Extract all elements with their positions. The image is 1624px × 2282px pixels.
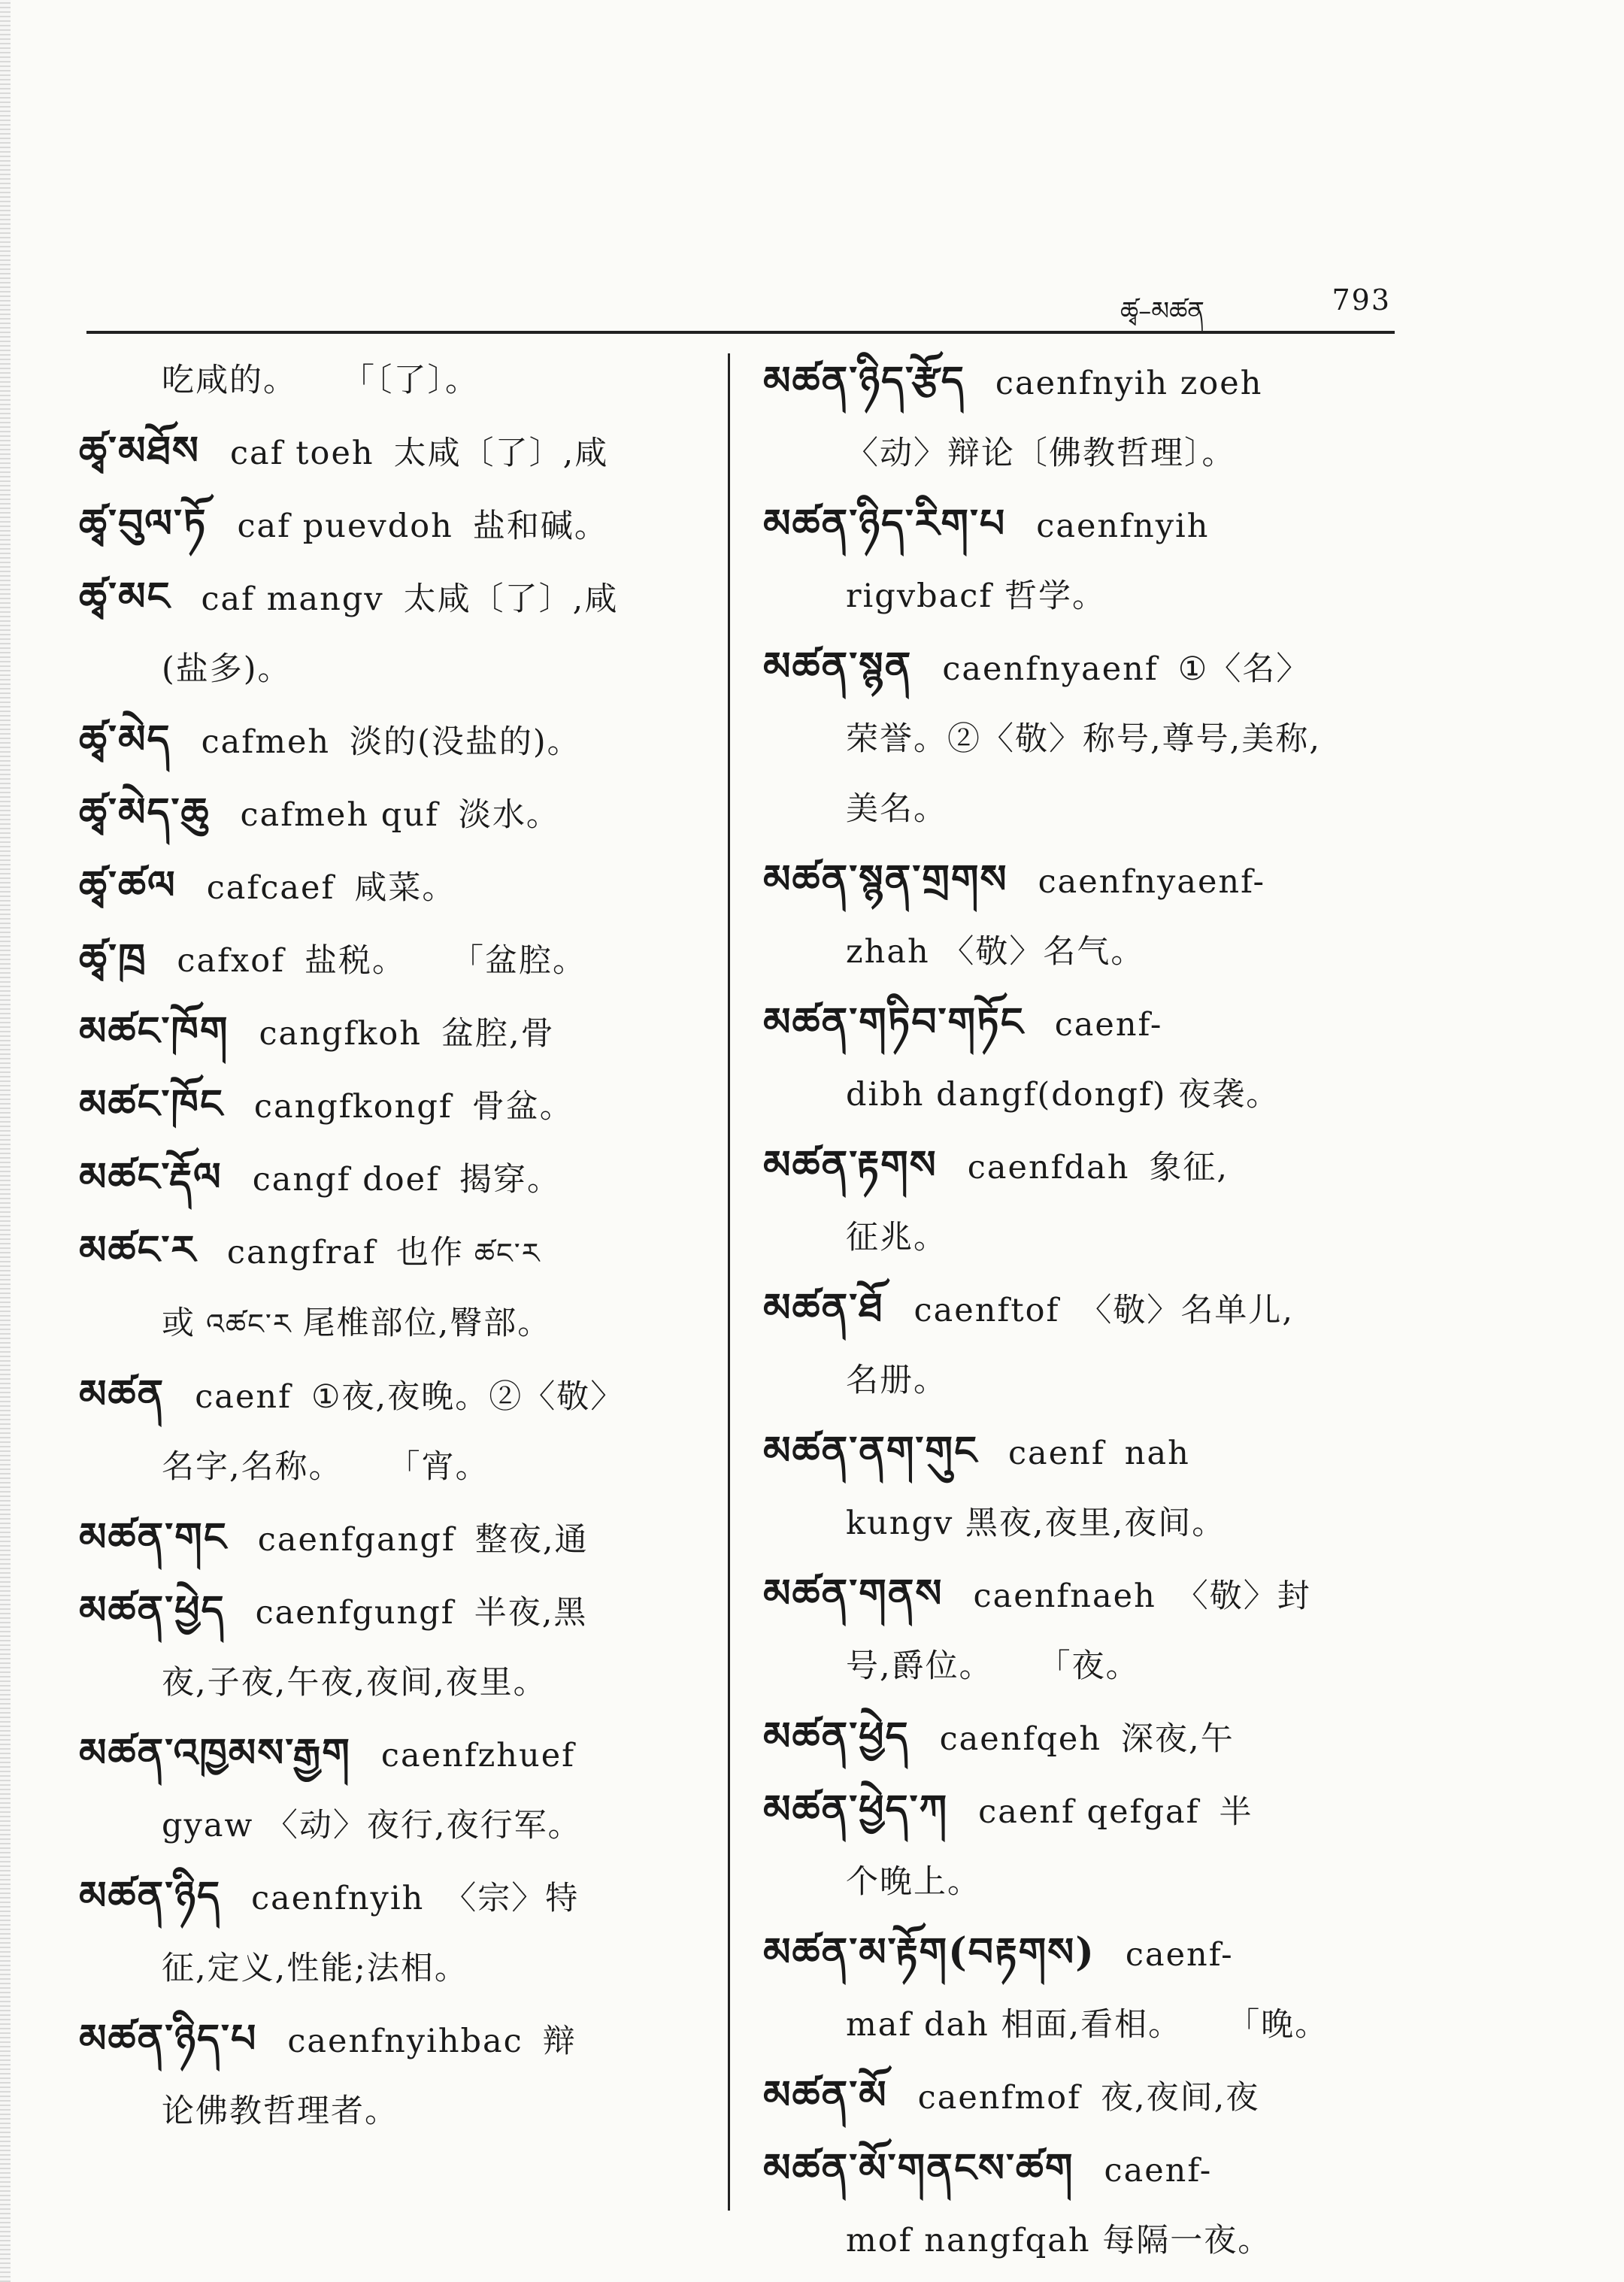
tibetan-headword: ཚྭ་མང: [79, 574, 171, 620]
dictionary-entry: [79, 1069, 710, 1142]
chinese-definition: 淡水。: [458, 796, 560, 834]
romanization: cangf doef: [252, 1161, 440, 1199]
carryover-fragment: 「晚。: [1227, 2006, 1329, 2044]
tibetan-headword: མཚན་ཕྱེད: [763, 1714, 910, 1759]
chinese-definition: 骨盆。: [471, 1088, 574, 1126]
tibetan-headword: མཚན: [79, 1371, 165, 1417]
romanization: caenftof: [914, 1292, 1060, 1329]
page-number: 793: [1332, 283, 1391, 317]
romanization: caenf qefgaf: [978, 1793, 1200, 1831]
dictionary-entry: [79, 489, 710, 562]
dictionary-entry: [79, 850, 710, 923]
dictionary-entry: [763, 844, 1402, 917]
entry-continuation: [763, 1346, 1402, 1416]
dictionary-entry: [79, 2004, 710, 2077]
chinese-definition: ①〈名〉: [1177, 650, 1310, 688]
romanization: cangfraf: [226, 1234, 377, 1271]
tibetan-headword: མཚང་རྡོལ: [79, 1154, 223, 1200]
chinese-definition: 半: [1219, 1793, 1253, 1831]
entry-continuation: [79, 346, 710, 416]
chinese-definition: 尾椎部位,臀部。: [302, 1305, 552, 1342]
romanization: caf toeh: [229, 435, 374, 472]
romanization: cafmeh: [201, 723, 331, 761]
entry-continuation: [763, 917, 1402, 987]
dictionary-entry: [79, 562, 710, 635]
definition-text: 征兆。: [846, 1219, 947, 1256]
romanization: caenfnyih: [251, 1880, 425, 1917]
romanization: caenfqeh: [939, 1720, 1102, 1758]
tibetan-headword: མཚན་ཉིད་རིག་པ: [763, 501, 1007, 547]
definition-text: gyaw 〈动〉夜行,夜行军。: [162, 1807, 582, 1844]
carryover-fragment: 「夜。: [1038, 1647, 1140, 1685]
entry-continuation: [763, 1060, 1402, 1130]
dictionary-entry: [763, 1559, 1402, 1632]
tibetan-variant: འཚང་ར: [206, 1308, 292, 1341]
header-rule: [86, 331, 1395, 334]
dictionary-entry: [763, 489, 1402, 562]
dictionary-entry: [79, 416, 710, 489]
definition-text: 名字,名称。: [162, 1448, 343, 1486]
carryover-fragment: 「宵。: [387, 1448, 489, 1486]
dictionary-entry: [763, 1416, 1402, 1489]
romanization: caenfnyaenf-: [1038, 863, 1266, 901]
chinese-definition: 盐税。: [304, 942, 407, 980]
romanization: caenfnaeh: [973, 1577, 1156, 1615]
tibetan-headword: མཚན་གཏིབ་གཏོང: [763, 999, 1025, 1045]
chinese-definition: 也作: [395, 1234, 464, 1271]
dictionary-entry: [79, 705, 710, 777]
tibetan-headword: ཚྭ་བུལ་ཏོ: [79, 501, 208, 547]
definition-text: 荣誉。②〈敬〉称号,尊号,美称,: [846, 720, 1322, 758]
column-divider: [728, 353, 730, 2211]
romanization: caf puevdoh: [237, 508, 453, 545]
chinese-definition: 淡的(没盐的)。: [350, 723, 581, 761]
tibetan-headword: མཚན་སྙན་གྲགས: [763, 856, 1008, 902]
entry-continuation: [79, 1791, 710, 1861]
romanization: caenf-: [1104, 2152, 1213, 2190]
chinese-definition: 咸菜。: [354, 869, 456, 907]
tibetan-headword: མཚན་མོ: [763, 2072, 888, 2118]
chinese-definition: 〈敬〉名单儿,: [1079, 1292, 1295, 1329]
romanization: caenfnyihbac: [287, 2023, 523, 2060]
tibetan-headword: མཚན་གང: [79, 1514, 228, 1560]
romanization: caenfdah: [967, 1149, 1130, 1186]
page-header: [1075, 274, 1391, 326]
dictionary-entry: [79, 1359, 710, 1432]
tibetan-headword: མཚན་ཉིད: [79, 1873, 222, 1919]
chinese-definition: 〈敬〉封: [1175, 1577, 1311, 1615]
entry-continuation: [763, 1847, 1402, 1917]
entry-continuation: [79, 2077, 710, 2147]
tibetan-variant: ཚང་ར: [474, 1237, 541, 1270]
entry-continuation: [79, 635, 710, 705]
romanization: caenf-: [1125, 1936, 1234, 1974]
chinese-definition: 〈宗〉特: [444, 1880, 580, 1917]
dictionary-entry: [763, 987, 1402, 1060]
carryover-fragment: 「盆腔。: [451, 942, 587, 980]
tibetan-headword: མཚང་ཁོང: [79, 1081, 224, 1127]
romanization: caenfnyih zoeh: [995, 365, 1263, 402]
romanization: caf mangv: [201, 580, 384, 618]
tibetan-headword: མཚན་ཕྱེད་ཀ: [763, 1787, 949, 1832]
tibetan-headword: མཚན་ཐོ: [763, 1285, 884, 1331]
chinese-definition: 盆腔,骨: [441, 1015, 555, 1053]
entry-continuation: [763, 2206, 1402, 2276]
tibetan-headword: མཚང་ཁོག: [79, 1008, 229, 1054]
dictionary-entry: [79, 1861, 710, 1934]
chinese-definition: nah: [1124, 1435, 1190, 1472]
dictionary-entry: [763, 1702, 1402, 1774]
dictionary-entry: [79, 777, 710, 850]
tibetan-headword: ཚྭ་མེད་ཆུ: [79, 789, 211, 835]
definition-text: 征,定义,性能;法相。: [162, 1950, 468, 1987]
entry-continuation: [79, 1934, 710, 2004]
dictionary-entry: [79, 1215, 710, 1289]
scan-edge-speckle: [0, 0, 11, 2282]
dictionary-entry: [763, 1774, 1402, 1847]
romanization: cangfkongf: [253, 1088, 453, 1126]
dictionary-entry: [79, 1142, 710, 1215]
dictionary-entry: [763, 1130, 1402, 1203]
chinese-definition: 辩: [542, 2023, 577, 2060]
romanization: caenf: [1007, 1435, 1105, 1472]
definition-text: 夜,子夜,午夜,夜间,夜里。: [162, 1664, 547, 1702]
dictionary-entry: [763, 1917, 1402, 1990]
tibetan-headword: མཚན་ཕྱེད: [79, 1587, 226, 1633]
dictionary-entry: [763, 346, 1402, 419]
tibetan-headword: མཚན་གནས: [763, 1571, 944, 1617]
romanization: caenf: [195, 1378, 292, 1416]
tibetan-headword: མཚང་ར: [79, 1227, 197, 1273]
right-column: [763, 346, 1402, 2276]
tibetan-headword: མཚན་སྙན: [763, 644, 913, 689]
entry-continuation: [763, 774, 1402, 844]
romanization: cafcaef: [206, 869, 335, 907]
romanization: caenfgungf: [255, 1594, 455, 1632]
carryover-fragment: 「〔了〕。: [342, 362, 479, 399]
definition-text: 〈动〉辩论〔佛教哲理〕。: [846, 435, 1236, 472]
romanization: caenfzhuef: [380, 1737, 576, 1774]
dictionary-entry: [763, 1273, 1402, 1346]
definition-text: dibh dangf(dongf) 夜袭。: [846, 1076, 1280, 1114]
romanization: caenf-: [1054, 1006, 1163, 1044]
chinese-definition: 太咸〔了〕,咸: [403, 580, 619, 618]
definition-text: zhah 〈敬〉名气。: [846, 933, 1145, 971]
dictionary-entry: [79, 1502, 710, 1575]
definition-text: 美名。: [846, 790, 947, 828]
definition-text: kungv 黑夜,夜里,夜间。: [846, 1505, 1226, 1542]
definition-text: 吃咸的。: [162, 362, 297, 399]
running-head: ཚྭ–མཚན: [1120, 296, 1204, 326]
romanization: caenfnyaenf: [942, 650, 1159, 688]
definition-text: mof nangfqah 每隔一夜。: [846, 2222, 1272, 2259]
dictionary-entry: [79, 923, 710, 996]
chinese-definition: 夜,夜间,夜: [1101, 2079, 1260, 2117]
tibetan-headword: མཚན་ནག་གུང: [763, 1428, 978, 1474]
tibetan-headword: ཚྭ་ཁྲ: [79, 935, 147, 981]
tibetan-headword: ཚྭ་ཚལ: [79, 862, 177, 908]
chinese-definition: 太咸〔了〕,咸: [393, 435, 609, 472]
definition-text: (盐多)。: [162, 650, 292, 688]
chinese-definition: 象征,: [1149, 1149, 1229, 1186]
tibetan-headword: མཚན་རྟགས: [763, 1142, 938, 1188]
entry-continuation: [763, 562, 1402, 632]
romanization: caenfnyih: [1036, 508, 1210, 545]
dictionary-entry: [763, 2133, 1402, 2206]
tibetan-headword: མཚན་ཉིད་པ: [79, 2016, 258, 2062]
romanization: caenfmof: [917, 2079, 1081, 2117]
chinese-definition: 深夜,午: [1121, 1720, 1235, 1758]
dictionary-entry: [763, 2060, 1402, 2133]
romanization: caenfgangf: [257, 1521, 456, 1559]
tibetan-headword: མཚན་ཉིད་རྩོད: [763, 358, 965, 404]
chinese-definition: 半夜,黑: [474, 1594, 588, 1632]
chinese-definition: 整夜,通: [474, 1521, 589, 1559]
chinese-definition: ①夜,夜晚。②〈敬〉: [311, 1378, 625, 1416]
entry-continuation: [79, 1648, 710, 1718]
entry-continuation: [763, 1203, 1402, 1273]
dictionary-entry: [79, 1718, 710, 1791]
tibetan-headword: ཚྭ་མེད: [79, 717, 171, 762]
chinese-definition: 盐和碱。: [472, 508, 608, 545]
entry-continuation: [763, 1632, 1402, 1702]
romanization: cafmeh quf: [240, 796, 439, 834]
entry-continuation: [79, 1432, 710, 1502]
entry-continuation: [763, 705, 1402, 774]
definition-text: rigvbacf 哲学。: [846, 577, 1106, 615]
romanization: cafxof: [177, 942, 286, 980]
definition-text: 论佛教哲理者。: [162, 2093, 398, 2130]
left-column: [79, 346, 710, 2147]
entry-continuation: [79, 1289, 710, 1359]
definition-text: 个晚上。: [846, 1863, 981, 1901]
dictionary-entry: [763, 632, 1402, 705]
dictionary-entry: [79, 1575, 710, 1648]
tibetan-headword: མཚན་མོ་གནངས་ཚག: [763, 2145, 1074, 2191]
dictionary-entry: [79, 996, 710, 1069]
entry-continuation: [763, 1990, 1402, 2060]
definition-text: maf dah 相面,看相。: [846, 2006, 1183, 2044]
definition-text: 名册。: [846, 1362, 947, 1399]
entry-continuation: [763, 419, 1402, 489]
tibetan-headword: ཚྭ་མཐོས: [79, 428, 200, 474]
tibetan-headword: མཚན་འཁྱམས་རྒྱག: [79, 1730, 351, 1776]
entry-continuation: [763, 1489, 1402, 1559]
chinese-definition: 揭穿。: [459, 1161, 561, 1199]
definition-text: 或: [162, 1305, 195, 1342]
romanization: cangfkoh: [259, 1015, 422, 1053]
tibetan-headword: མཚན་མ་རྟོག(བརྟགས): [763, 1929, 1095, 1975]
definition-text: 号,爵位。: [846, 1647, 993, 1685]
